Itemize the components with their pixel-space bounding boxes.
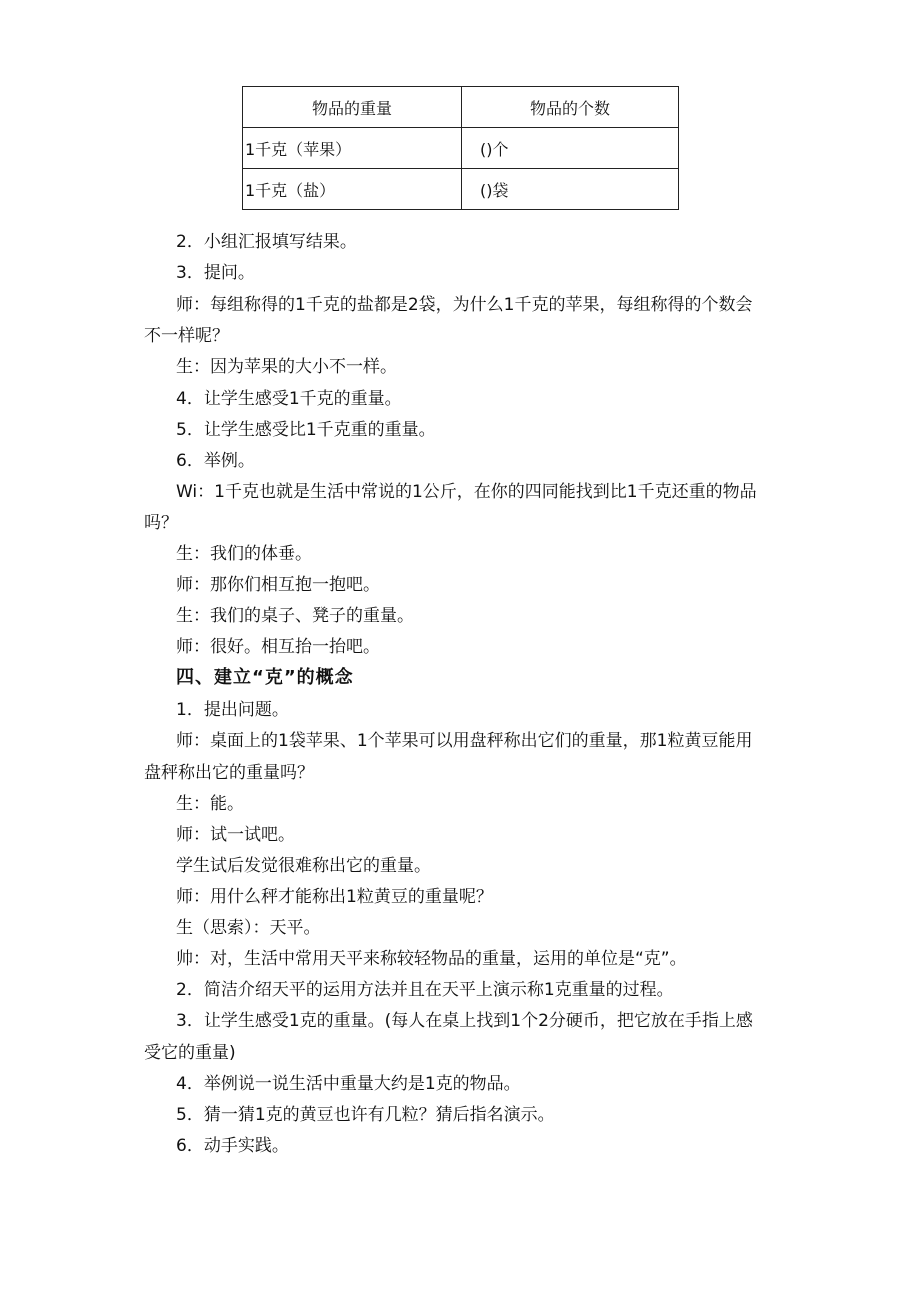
dialogue-line: 师：很好。相互抬一抬吧。 (176, 637, 380, 657)
list-item: 5．让学生感受比1千克重的重量。 (176, 420, 436, 440)
table-cell: ()袋 (462, 169, 679, 210)
list-item: 6．举例。 (176, 451, 255, 471)
narration-line: 学生试后发觉很难称出它的重量。 (176, 856, 431, 876)
dialogue-line: 生（思索）：天平。 (176, 918, 321, 938)
list-item: 6．动手实践。 (176, 1136, 289, 1156)
section-heading: 四、建立“克”的概念 (176, 667, 354, 688)
table-row (243, 169, 679, 210)
table-row (243, 128, 679, 169)
list-item: 2．简洁介绍天平的运用方法并且在天平上演示称1克重量的过程。 (176, 980, 674, 1000)
list-item: 4．让学生感受1千克的重量。 (176, 389, 402, 409)
weight-count-table (242, 86, 679, 210)
dialogue-line: 师：用什么秤才能称出1粒黄豆的重量呢？ (176, 887, 493, 907)
table-header-cell: 物品的重量 (243, 87, 462, 128)
list-item: 3．提问。 (176, 263, 255, 283)
table-header-row (243, 87, 679, 128)
dialogue-line: 生：因为苹果的大小不一样。 (176, 357, 397, 377)
dialogue-line: 师：每组称得的1千克的盐都是2袋，为什么1千克的苹果，每组称得的个数会 (176, 295, 753, 315)
dialogue-line: 生：能。 (176, 794, 244, 814)
dialogue-line-continued: 吗？ (144, 513, 178, 533)
dialogue-line: 师：试一试吧。 (176, 825, 295, 845)
dialogue-line-continued: 盘秤称出它的重量吗？ (144, 763, 314, 783)
list-item: 1．提出问题。 (176, 700, 289, 720)
list-item: 3．让学生感受1克的重量。(每人在桌上找到1个2分硬币，把它放在手指上感 (176, 1011, 753, 1031)
list-item-continued: 受它的重量) (144, 1043, 236, 1063)
dialogue-line: 生：我们的体垂。 (176, 544, 312, 564)
dialogue-line: 生：我们的桌子、凳子的重量。 (176, 606, 414, 626)
dialogue-line: 帅：对，生活中常用天平来称较轻物品的重量，运用的单位是“克”。 (176, 949, 687, 969)
table-cell: 1千克（盐） (243, 169, 462, 210)
list-item: 2．小组汇报填写结果。 (176, 232, 357, 252)
dialogue-line: 师：桌面上的1袋苹果、1个苹果可以用盘秤称出它们的重量，那1粒黄豆能用 (176, 731, 753, 751)
table-cell: 1千克（苹果） (243, 128, 462, 169)
table-header-cell: 物品的个数 (462, 87, 679, 128)
list-item: 5．猜一猜1克的黄豆也许有几粒？猜后指名演示。 (176, 1105, 555, 1125)
list-item: 4．举例说一说生活中重量大约是1克的物品。 (176, 1074, 521, 1094)
dialogue-line: Wi：1千克也就是生活中常说的1公斤，在你的四同能找到比1千克还重的物品 (176, 482, 757, 502)
dialogue-line-continued: 不一样呢？ (144, 326, 229, 346)
table-cell: ()个 (462, 128, 679, 169)
dialogue-line: 师：那你们相互抱一抱吧。 (176, 575, 380, 595)
